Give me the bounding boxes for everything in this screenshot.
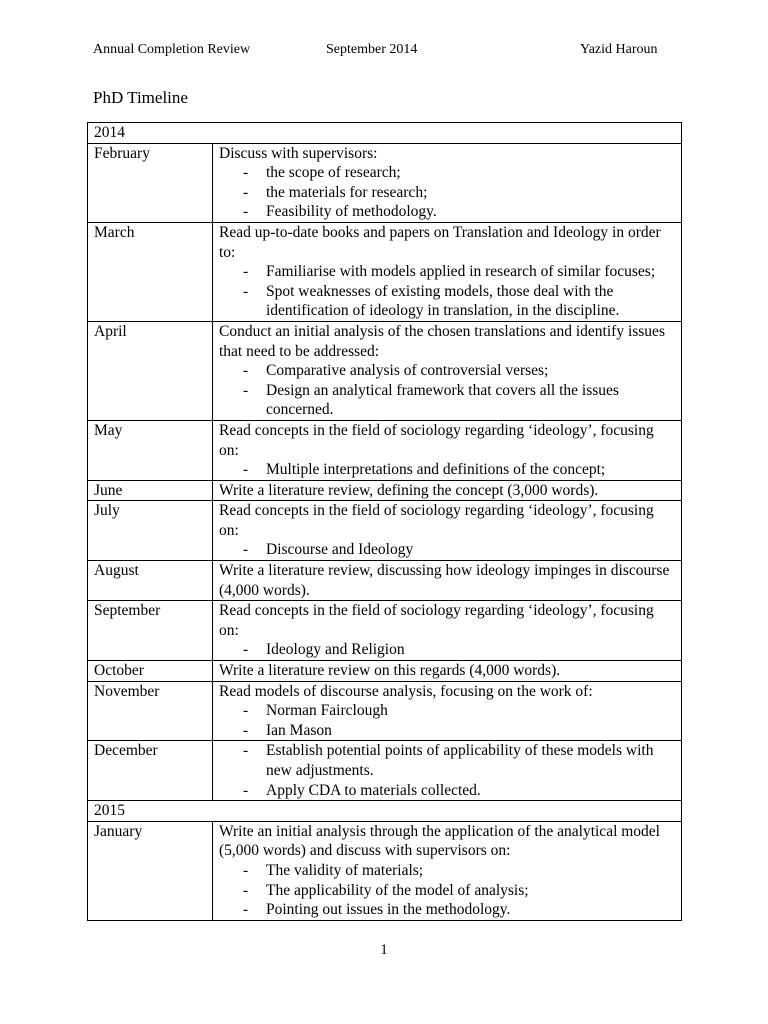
activity-text: Read up-to-date books and papers on Translation and Ideology in order to:	[219, 223, 661, 261]
month-cell: September	[88, 601, 213, 661]
list-item: - Establish potential points of applicability of these models with new adjustments.	[241, 741, 675, 780]
list-item: - Spot weaknesses of existing models, those deal with the identification of ideology in translation, in the discipline.	[241, 282, 675, 321]
activity-cell	[213, 821, 682, 920]
table-row	[88, 601, 682, 661]
activity-text: Write a literature review on this regards (4,000 words).	[219, 662, 561, 680]
activity-list	[219, 460, 675, 480]
activity-cell	[213, 741, 682, 801]
month-cell: March	[88, 222, 213, 321]
activity-list	[219, 701, 675, 740]
month-cell: June	[88, 480, 213, 501]
table-row	[88, 480, 682, 501]
activity-list	[219, 640, 675, 660]
timeline-table-body	[88, 123, 682, 921]
month-cell: November	[88, 681, 213, 741]
activity-cell	[213, 222, 682, 321]
table-row	[88, 501, 682, 561]
activity-cell	[213, 480, 682, 501]
activity-cell	[213, 561, 682, 601]
list-item: - Discourse and Ideology	[241, 540, 675, 560]
list-item: - The applicability of the model of analysis;	[241, 881, 675, 901]
year-label: 2014	[88, 123, 682, 144]
activity-list	[219, 861, 675, 920]
list-item: - Norman Fairclough	[241, 701, 675, 721]
activity-list	[219, 163, 675, 222]
activity-cell	[213, 143, 682, 222]
table-row	[88, 561, 682, 601]
activity-text: Write a literature review, discussing how ideology impinges in discourse (4,000 words).	[219, 562, 670, 599]
table-row	[88, 321, 682, 420]
month-cell: January	[88, 821, 213, 920]
page-number: 1	[380, 942, 388, 958]
header-document-name: Annual Completion Review	[93, 42, 251, 57]
activity-text: Discuss with supervisors:	[219, 144, 378, 162]
timeline-table	[87, 122, 682, 921]
list-item: - Familiarise with models applied in research of similar focuses;	[241, 262, 675, 282]
year-label: 2015	[88, 801, 682, 822]
list-item: - Multiple interpretations and definitions of the concept;	[241, 460, 675, 480]
list-item: - Ideology and Religion	[241, 640, 675, 660]
month-cell: April	[88, 321, 213, 420]
list-item: - Feasibility of methodology.	[241, 202, 675, 222]
list-item: - Comparative analysis of controversial verses;	[241, 361, 675, 381]
list-item: - The validity of materials;	[241, 861, 675, 881]
month-cell: May	[88, 420, 213, 480]
activity-text: Read concepts in the field of sociology regarding ‘ideology’, focusing on:	[219, 502, 654, 539]
month-cell: October	[88, 661, 213, 682]
activity-list	[219, 262, 675, 321]
list-item: - the scope of research;	[241, 163, 675, 183]
list-item: - Apply CDA to materials collected.	[241, 781, 675, 801]
activity-cell	[213, 661, 682, 682]
table-row	[88, 741, 682, 801]
activity-text: Write a literature review, defining the concept (3,000 words).	[219, 481, 599, 499]
month-cell: July	[88, 501, 213, 561]
month-cell: February	[88, 143, 213, 222]
activity-text: Read concepts in the field of sociology regarding ‘ideology’, focusing on:	[219, 602, 654, 639]
activity-text: Read concepts in the field of sociology regarding ‘ideology’, focusing on:	[219, 421, 654, 459]
month-cell: December	[88, 741, 213, 801]
activity-cell	[213, 321, 682, 420]
list-item: - Design an analytical framework that covers all the issues concerned.	[241, 381, 675, 420]
activity-cell	[213, 420, 682, 480]
activity-cell	[213, 601, 682, 661]
table-row	[88, 681, 682, 741]
activity-list	[219, 540, 675, 560]
activity-cell	[213, 501, 682, 561]
page-title: PhD Timeline	[93, 88, 188, 107]
header-date: September 2014	[326, 42, 418, 57]
table-row	[88, 661, 682, 682]
activity-list	[219, 741, 675, 800]
activity-cell	[213, 681, 682, 741]
month-cell: August	[88, 561, 213, 601]
list-item: - Pointing out issues in the methodology.	[241, 900, 675, 920]
activity-text: Read models of discourse analysis, focusing on the work of:	[219, 682, 593, 700]
table-row	[88, 222, 682, 321]
table-row	[88, 143, 682, 222]
table-row	[88, 420, 682, 480]
activity-text: Write an initial analysis through the application of the analytical model (5,000 words) and discuss with supervisors on:	[219, 822, 660, 860]
activity-text: Conduct an initial analysis of the chosen translations and identify issues that need to be addressed:	[219, 322, 665, 360]
activity-list	[219, 361, 675, 420]
list-item: - Ian Mason	[241, 721, 675, 741]
header-author: Yazid Haroun	[580, 42, 658, 57]
list-item: - the materials for research;	[241, 183, 675, 203]
year-row	[88, 801, 682, 822]
year-row	[88, 123, 682, 144]
table-row	[88, 821, 682, 920]
